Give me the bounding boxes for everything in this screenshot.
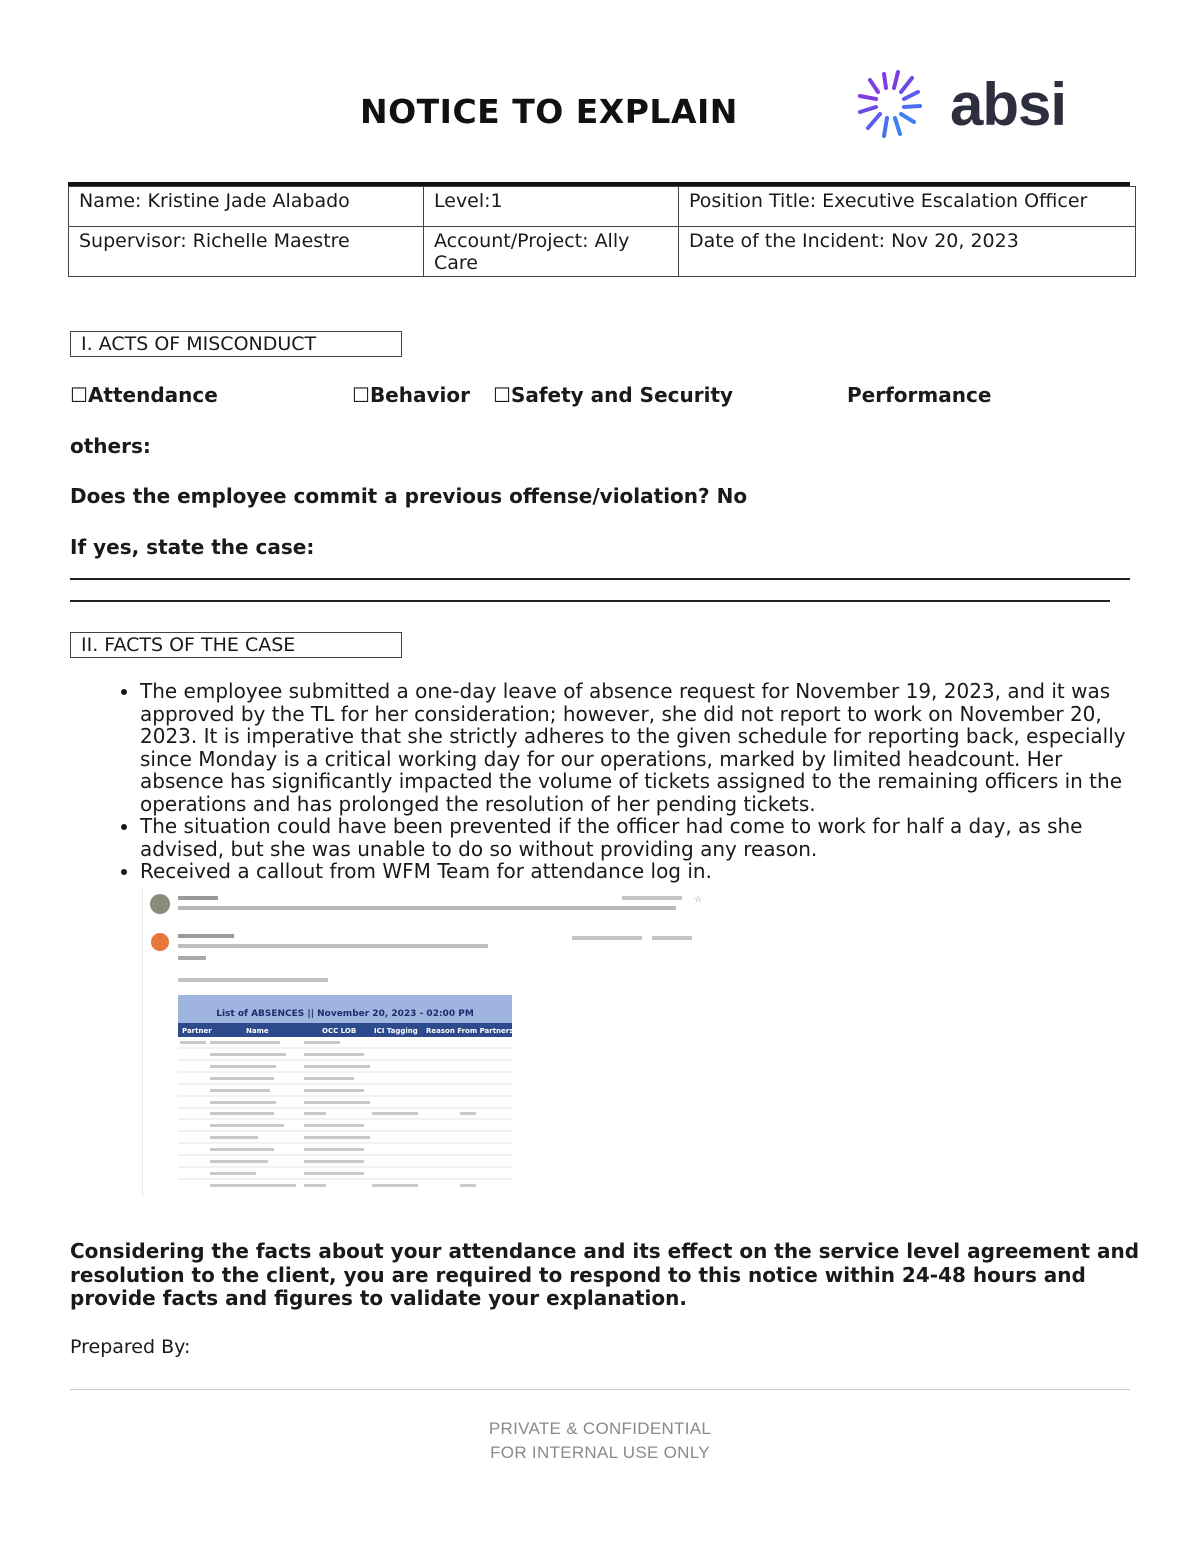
checkbox-attendance[interactable] xyxy=(70,383,218,407)
checkbox-label: Safety and Security xyxy=(510,383,734,407)
absi-logo-text: absi xyxy=(950,71,1067,138)
others-label: others: xyxy=(70,434,151,458)
employee-name-cell: Name: Kristine Jade Alabado xyxy=(69,187,424,227)
section-heading-misconduct: I. ACTS OF MISCONDUCT xyxy=(70,331,402,357)
supervisor-cell: Supervisor: Richelle Maestre xyxy=(69,227,424,277)
email-screenshot-image xyxy=(142,888,712,1196)
svg-text:ICI Tagging: ICI Tagging xyxy=(374,1027,418,1035)
option-performance: Performance xyxy=(847,383,992,407)
footer-confidential: PRIVATE & CONFIDENTIAL xyxy=(488,1419,712,1438)
svg-text:Reason From Partners: Reason From Partners xyxy=(426,1027,514,1035)
svg-text:☆: ☆ xyxy=(694,895,703,905)
if-yes-label: If yes, state the case: xyxy=(70,535,315,559)
answer-line xyxy=(70,578,1130,580)
footer-divider xyxy=(70,1389,1130,1390)
sender-avatar xyxy=(150,894,170,914)
footer-internal-use: FOR INTERNAL USE ONLY xyxy=(490,1443,710,1462)
absence-table-title: List of ABSENCES || November 20, 2023 - 02:00 PM xyxy=(216,1009,474,1019)
checkbox-safety-security[interactable] xyxy=(493,383,733,407)
previous-offense-question: Does the employee commit a previous offense/violation? No xyxy=(70,484,748,508)
facts-list xyxy=(100,680,1140,883)
document-title: NOTICE TO EXPLAIN xyxy=(360,92,738,131)
checkbox-icon: ☐ xyxy=(493,383,511,407)
account-project-cell: Account/Project: Ally Care xyxy=(424,227,679,277)
checkbox-icon: ☐ xyxy=(352,383,370,407)
fact-item: • The situation could have been prevented if the officer had come to work for half a day, as she advised, but she was unable to do so without providing any reason. xyxy=(140,815,1140,860)
fact-item: • Received a callout from WFM Team for attendance log in. xyxy=(140,860,1140,883)
checkbox-icon: ☐ xyxy=(70,383,88,407)
incident-date-cell: Date of the Incident: Nov 20, 2023 xyxy=(679,227,1136,277)
svg-text:OCC LOB: OCC LOB xyxy=(322,1027,357,1035)
answer-line xyxy=(70,600,1110,602)
employee-info-table xyxy=(68,186,1136,277)
fact-item: • The employee submitted a one-day leave of absence request for November 19, 2023, and it was approved by the TL for her consideration; however, she did not report to work on November 20, 2023. It is imperative that she strictly adheres to the given schedule for reporting back, especially since Monday is a critical working day for our operations, marked by limited headcount. Her absence has significantly impacted the volume of tickets assigned to the remaining officers in the operations and has prolonged the resolution of her pending tickets. xyxy=(140,680,1140,815)
svg-text:Partner: Partner xyxy=(182,1027,212,1035)
closing-statement: Considering the facts about your attendance and its effect on the service level agreement and resolution to the client, you are required to respond to this notice within 24-48 hours and provide facts and figures to validate your explanation. xyxy=(70,1239,1140,1310)
checkbox-label: Behavior xyxy=(369,383,470,407)
position-title-cell: Position Title: Executive Escalation Officer xyxy=(679,187,1136,227)
prepared-by-label: Prepared By: xyxy=(70,1336,191,1358)
employee-level-cell: Level:1 xyxy=(424,187,679,227)
checkbox-behavior[interactable] xyxy=(352,383,470,407)
section-heading-facts: II. FACTS OF THE CASE xyxy=(70,632,402,658)
absi-logo-burst-icon xyxy=(856,66,936,146)
svg-text:Name: Name xyxy=(246,1027,269,1035)
sender-avatar xyxy=(151,933,169,951)
checkbox-label: Attendance xyxy=(87,383,218,407)
